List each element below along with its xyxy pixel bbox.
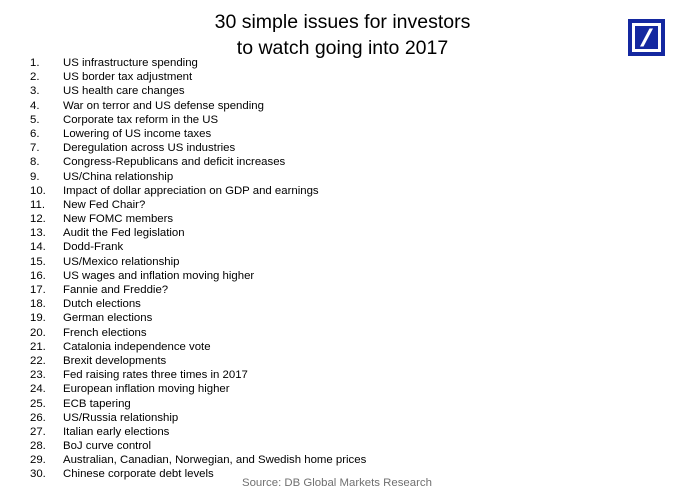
list-item-number: 15. (30, 255, 46, 268)
list-item (30, 283, 366, 297)
list-item (30, 141, 366, 155)
list-item (30, 170, 366, 184)
list-item (30, 226, 366, 240)
list-item-text: US infrastructure spending (63, 57, 198, 69)
list-item-text: BoJ curve control (63, 440, 151, 453)
page-title (150, 9, 535, 61)
list-item (30, 255, 366, 269)
list-item-number: 3. (30, 85, 40, 98)
list-item-text: Fannie and Freddie? (63, 284, 169, 296)
list-item (30, 439, 366, 453)
list-item-number: 13. (30, 227, 46, 240)
list-item (30, 70, 366, 84)
list-item (30, 382, 366, 396)
list-item-number: 24. (30, 383, 46, 396)
list-item-text: Chinese corporate debt levels (63, 468, 214, 481)
list-item (30, 184, 366, 198)
list-item (30, 354, 366, 368)
list-item (30, 326, 366, 340)
list-item (30, 453, 366, 467)
list-item-text: US border tax adjustment (63, 71, 193, 84)
list-item-text: Deregulation across US industries (63, 142, 236, 155)
list-item-number: 7. (30, 142, 40, 155)
list-item-text: Brexit developments (63, 354, 167, 367)
list-item-text: Audit the Fed legislation (63, 227, 185, 240)
list-item-text: US/Mexico relationship (63, 255, 180, 268)
list-item-text: Italian early elections (63, 425, 170, 438)
list-item-text: Corporate tax reform in the US (63, 113, 219, 126)
list-item (30, 155, 366, 169)
list-item-number: 23. (30, 369, 46, 382)
list-item-text: Congress-Republicans and deficit increases (63, 156, 286, 169)
list-item-number: 6. (30, 127, 40, 140)
list-item-number: 20. (30, 326, 46, 339)
list-item-text: Impact of dollar appreciation on GDP and earnings (63, 184, 319, 197)
list-item-number: 14. (30, 241, 46, 254)
list-item-text: French elections (63, 326, 147, 339)
list-item-text: Lowering of US income taxes (63, 127, 212, 140)
page-title-line-1: 30 simple issues for investors (214, 11, 471, 33)
list-item-text: Catalonia independence vote (63, 340, 211, 353)
list-item-text: Australian, Canadian, Norwegian, and Swedish home prices (63, 454, 367, 467)
list-item (30, 311, 366, 325)
list-item-text: ECB tapering (63, 397, 131, 410)
list-item-number: 17. (30, 284, 46, 296)
list-item (30, 397, 366, 411)
list-item-number: 10. (30, 184, 46, 197)
list-item-text: European inflation moving higher (63, 383, 230, 396)
list-item (30, 212, 366, 226)
list-item-number: 1. (30, 57, 40, 69)
list-item-text: US health care changes (63, 85, 185, 98)
list-item-number: 25. (30, 397, 46, 410)
list-item-text: Fed raising rates three times in 2017 (63, 369, 248, 382)
list-item-number: 4. (30, 99, 40, 112)
list-item-text: German elections (63, 312, 153, 325)
list-item-text: War on terror and US defense spending (63, 99, 264, 112)
list-item (30, 56, 366, 70)
list-item-number: 19. (30, 312, 46, 325)
list-item-text: US/China relationship (63, 170, 174, 183)
list-item (30, 113, 366, 127)
list-item-text: Dodd-Frank (63, 241, 124, 254)
deutsche-bank-logo-icon (628, 19, 665, 56)
page-title-line-2: to watch going into 2017 (236, 37, 449, 59)
list-item-number: 26. (30, 411, 46, 424)
list-item-number: 28. (30, 440, 46, 453)
list-item (30, 269, 366, 283)
list-item-number: 16. (30, 269, 46, 282)
list-item-number: 11. (30, 198, 45, 211)
list-item-number: 5. (30, 113, 40, 126)
list-item (30, 127, 366, 141)
list-item-number: 30. (30, 468, 46, 481)
issues-list (30, 56, 366, 482)
list-item-text: New Fed Chair? (63, 198, 146, 211)
list-item-number: 29. (30, 454, 46, 467)
list-item (30, 368, 366, 382)
list-item (30, 84, 366, 98)
list-item-text: New FOMC members (63, 213, 174, 226)
list-item-number: 22. (30, 354, 46, 367)
list-item-number: 8. (30, 156, 40, 169)
list-item (30, 198, 366, 212)
list-item (30, 297, 366, 311)
list-item-number: 9. (30, 170, 40, 183)
list-item (30, 411, 366, 425)
list-item (30, 240, 366, 254)
source-note: Source: DB Global Markets Research (242, 477, 432, 489)
list-item-number: 12. (30, 213, 46, 226)
list-item-number: 18. (30, 298, 46, 311)
list-item-text: US wages and inflation moving higher (63, 269, 255, 282)
list-item (30, 99, 366, 113)
list-item (30, 340, 366, 354)
list-item-text: Dutch elections (63, 298, 141, 311)
list-item-number: 2. (30, 71, 40, 84)
list-item-number: 21. (30, 340, 46, 353)
list-item-text: US/Russia relationship (63, 411, 179, 424)
list-item-number: 27. (30, 425, 46, 438)
list-item (30, 425, 366, 439)
